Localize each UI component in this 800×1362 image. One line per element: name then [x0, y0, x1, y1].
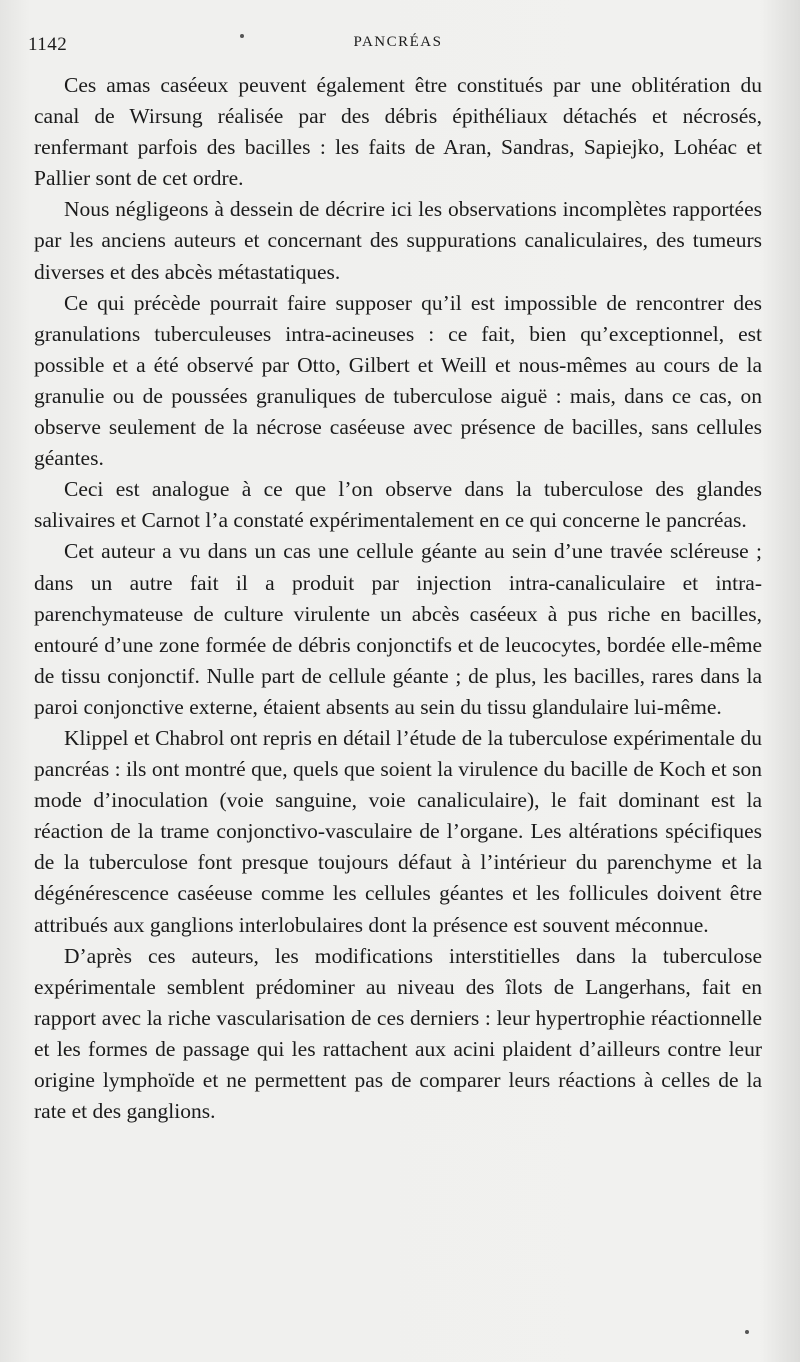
ink-speck — [240, 34, 244, 38]
page-header — [28, 34, 768, 58]
paragraph: Nous négligeons à dessein de décrire ici les observations incomplètes rapportées par les anciens auteurs et concernant des suppurations canaliculaires, des tumeurs diverses et des abcès métastatiques. — [34, 197, 762, 284]
body-text — [34, 70, 762, 1127]
paragraph: Ces amas caséeux peuvent également être constitués par une oblitération du canal de Wirsung réalisée par des débris épithéliaux détachés et nécrosés, renfermant parfois des bacilles : les faits de Aran, Sandras, Sapiejko, Lohéac et Pallier sont de cet ordre. — [34, 73, 762, 191]
paragraph: Ceci est analogue à ce que l’on observe dans la tuberculose des glandes salivaires et Carnot l’a constaté expérimentalement en ce qui concerne le pancréas. — [34, 477, 762, 533]
paragraph: Ce qui précède pourrait faire supposer qu’il est impossible de rencontrer des granulations tuberculeuses intra-acineuses : ce fait, bien qu’exceptionnel, est possible et a été observé par Otto, Gilbert et Weill et nous-mêmes au cours de la granulie ou de poussées granuliques de tuberculose aiguë : mais, dans ce cas, on observe seulement de la nécrose caséeuse avec présence de bacilles, sans cellules géantes. — [34, 290, 762, 471]
paragraph: Klippel et Chabrol ont repris en détail l’étude de la tuberculose expérimentale du pancréas : ils ont montré que, quels que soient la virulence du bacille de Koch et son mode d’inoculation (voie sanguine, voie canaliculaire), le fait dominant est la réaction de la trame conjonctivo-vasculaire de l’organe. Les altérations spécifiques de la tuberculose font presque toujours défaut à l’intérieur du parenchyme et la dégénérescence caséeuse comme les cellules géantes et les follicules doivent être attribués aux ganglions interlobulaires dont la présence est souvent méconnue. — [34, 725, 762, 937]
running-title: PANCRÉAS — [353, 34, 443, 50]
paragraph: D’après ces auteurs, les modifications interstitielles dans la tuberculose expérimentale semblent prédominer au niveau des îlots de Langerhans, fait en rapport avec la riche vascularisation de ces derniers : leur hypertrophie réactionnelle et les formes de passage qui les rattachent aux acini plaident d’ailleurs contre leur origine lymphoïde et ne permettent pas de comparer leurs réactions à celles de la rate et des ganglions. — [34, 943, 762, 1124]
ink-speck — [745, 1330, 749, 1334]
paragraph: Cet auteur a vu dans un cas une cellule géante au sein d’une travée scléreuse ; dans un autre fait il a produit par injection intra-canaliculaire et intra-parenchymateuse de culture virulente un abcès caséeux à pus riche en bacilles, entouré d’une zone formée de débris conjonctifs et de leucocytes, bordée elle-même de tissu conjonctif. Nulle part de cellule géante ; de plus, les bacilles, rares dans la paroi conjonctive externe, étaient absents au sein du tissu glandulaire lui-même. — [34, 539, 762, 719]
page-number: 1142 — [28, 34, 68, 55]
